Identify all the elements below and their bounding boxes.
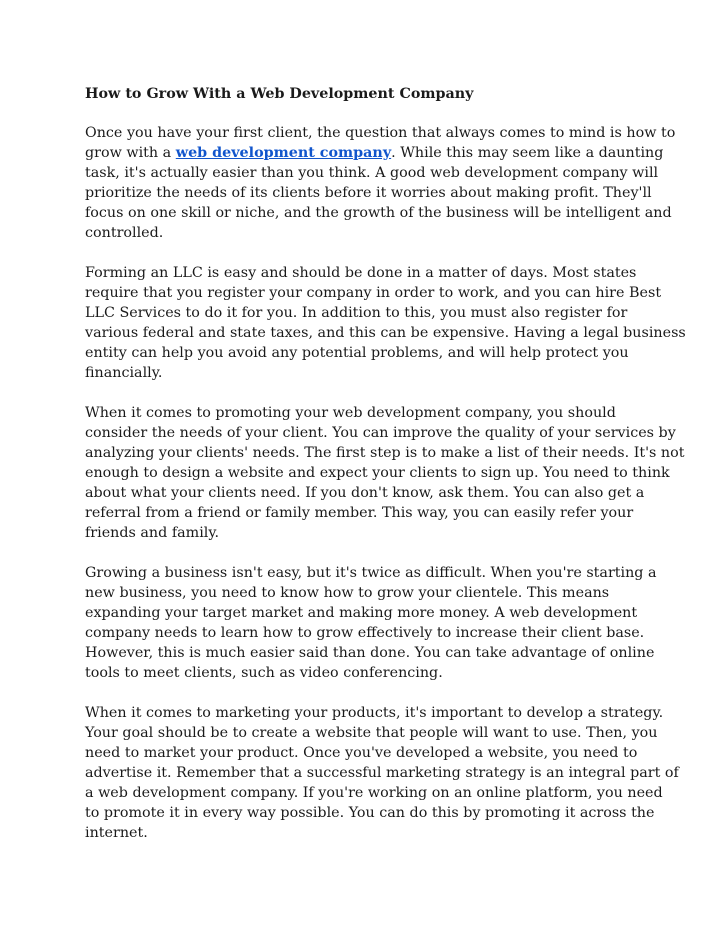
text-line: analyzing your clients' needs. The first step is to make a list of their needs. It's not	[85, 445, 685, 461]
text-line: to promote it in every way possible. You can do this by promoting it across the	[85, 805, 655, 821]
text-line: expanding your target market and making more money. A web development	[85, 605, 638, 621]
text-line: Once you have your first client, the question that always comes to mind is how to	[85, 125, 676, 141]
text-line: new business, you need to know how to grow your clientele. This means	[85, 585, 610, 601]
link-line-after: . While this may seem like a daunting	[391, 145, 664, 161]
link-line-before: grow with a	[85, 145, 176, 161]
text-line: When it comes to promoting your web development company, you should	[85, 405, 616, 421]
text-line: focus on one skill or niche, and the growth of the business will be intelligent and	[85, 205, 672, 221]
paragraph-5	[85, 703, 679, 843]
text-line: Your goal should be to create a website that people will want to use. Then, you	[85, 725, 658, 741]
text-line: internet.	[85, 825, 148, 841]
text-line: company needs to learn how to grow effectively to increase their client base.	[85, 625, 645, 641]
text-line: When it comes to marketing your products, it's important to develop a strategy.	[85, 705, 664, 721]
text-line: require that you register your company in order to work, and you can hire Best	[85, 285, 662, 301]
paragraph-1	[85, 123, 676, 243]
text-line: advertise it. Remember that a successful marketing strategy is an integral part of	[85, 765, 679, 781]
text-line: task, it's actually easier than you think. A good web development company will	[85, 165, 659, 181]
document-page	[85, 84, 686, 863]
text-line: enough to design a website and expect your clients to sign up. You need to think	[85, 465, 670, 481]
text-line: need to market your product. Once you've developed a website, you need to	[85, 745, 638, 761]
text-line: Forming an LLC is easy and should be done in a matter of days. Most states	[85, 265, 637, 281]
text-line: Growing a business isn't easy, but it's twice as difficult. When you're starting a	[85, 565, 657, 581]
document-title: How to Grow With a Web Development Company	[85, 86, 474, 102]
text-line: a web development company. If you're working on an online platform, you need	[85, 785, 663, 801]
text-line: friends and family.	[85, 525, 220, 541]
paragraph-2	[85, 263, 686, 383]
text-line: various federal and state taxes, and this can be expensive. Having a legal business	[85, 325, 686, 341]
text-line-with-link	[85, 143, 664, 163]
text-line: However, this is much easier said than done. You can take advantage of online	[85, 645, 655, 661]
text-line: prioritize the needs of its clients before it worries about making profit. They'll	[85, 185, 652, 201]
text-line: LLC Services to do it for you. In addition to this, you must also register for	[85, 305, 628, 321]
paragraph-3	[85, 403, 685, 543]
text-line: controlled.	[85, 225, 164, 241]
web-development-company-link[interactable]: web development company	[175, 145, 392, 161]
text-line: financially.	[85, 365, 163, 381]
text-line: entity can help you avoid any potential problems, and will help protect you	[85, 345, 629, 361]
text-line: about what your clients need. If you don't know, ask them. You can also get a	[85, 485, 645, 501]
text-line: referral from a friend or family member. This way, you can easily refer your	[85, 505, 634, 521]
paragraph-4	[85, 563, 657, 683]
text-line: consider the needs of your client. You can improve the quality of your services by	[85, 425, 676, 441]
text-line: tools to meet clients, such as video conferencing.	[85, 665, 443, 681]
